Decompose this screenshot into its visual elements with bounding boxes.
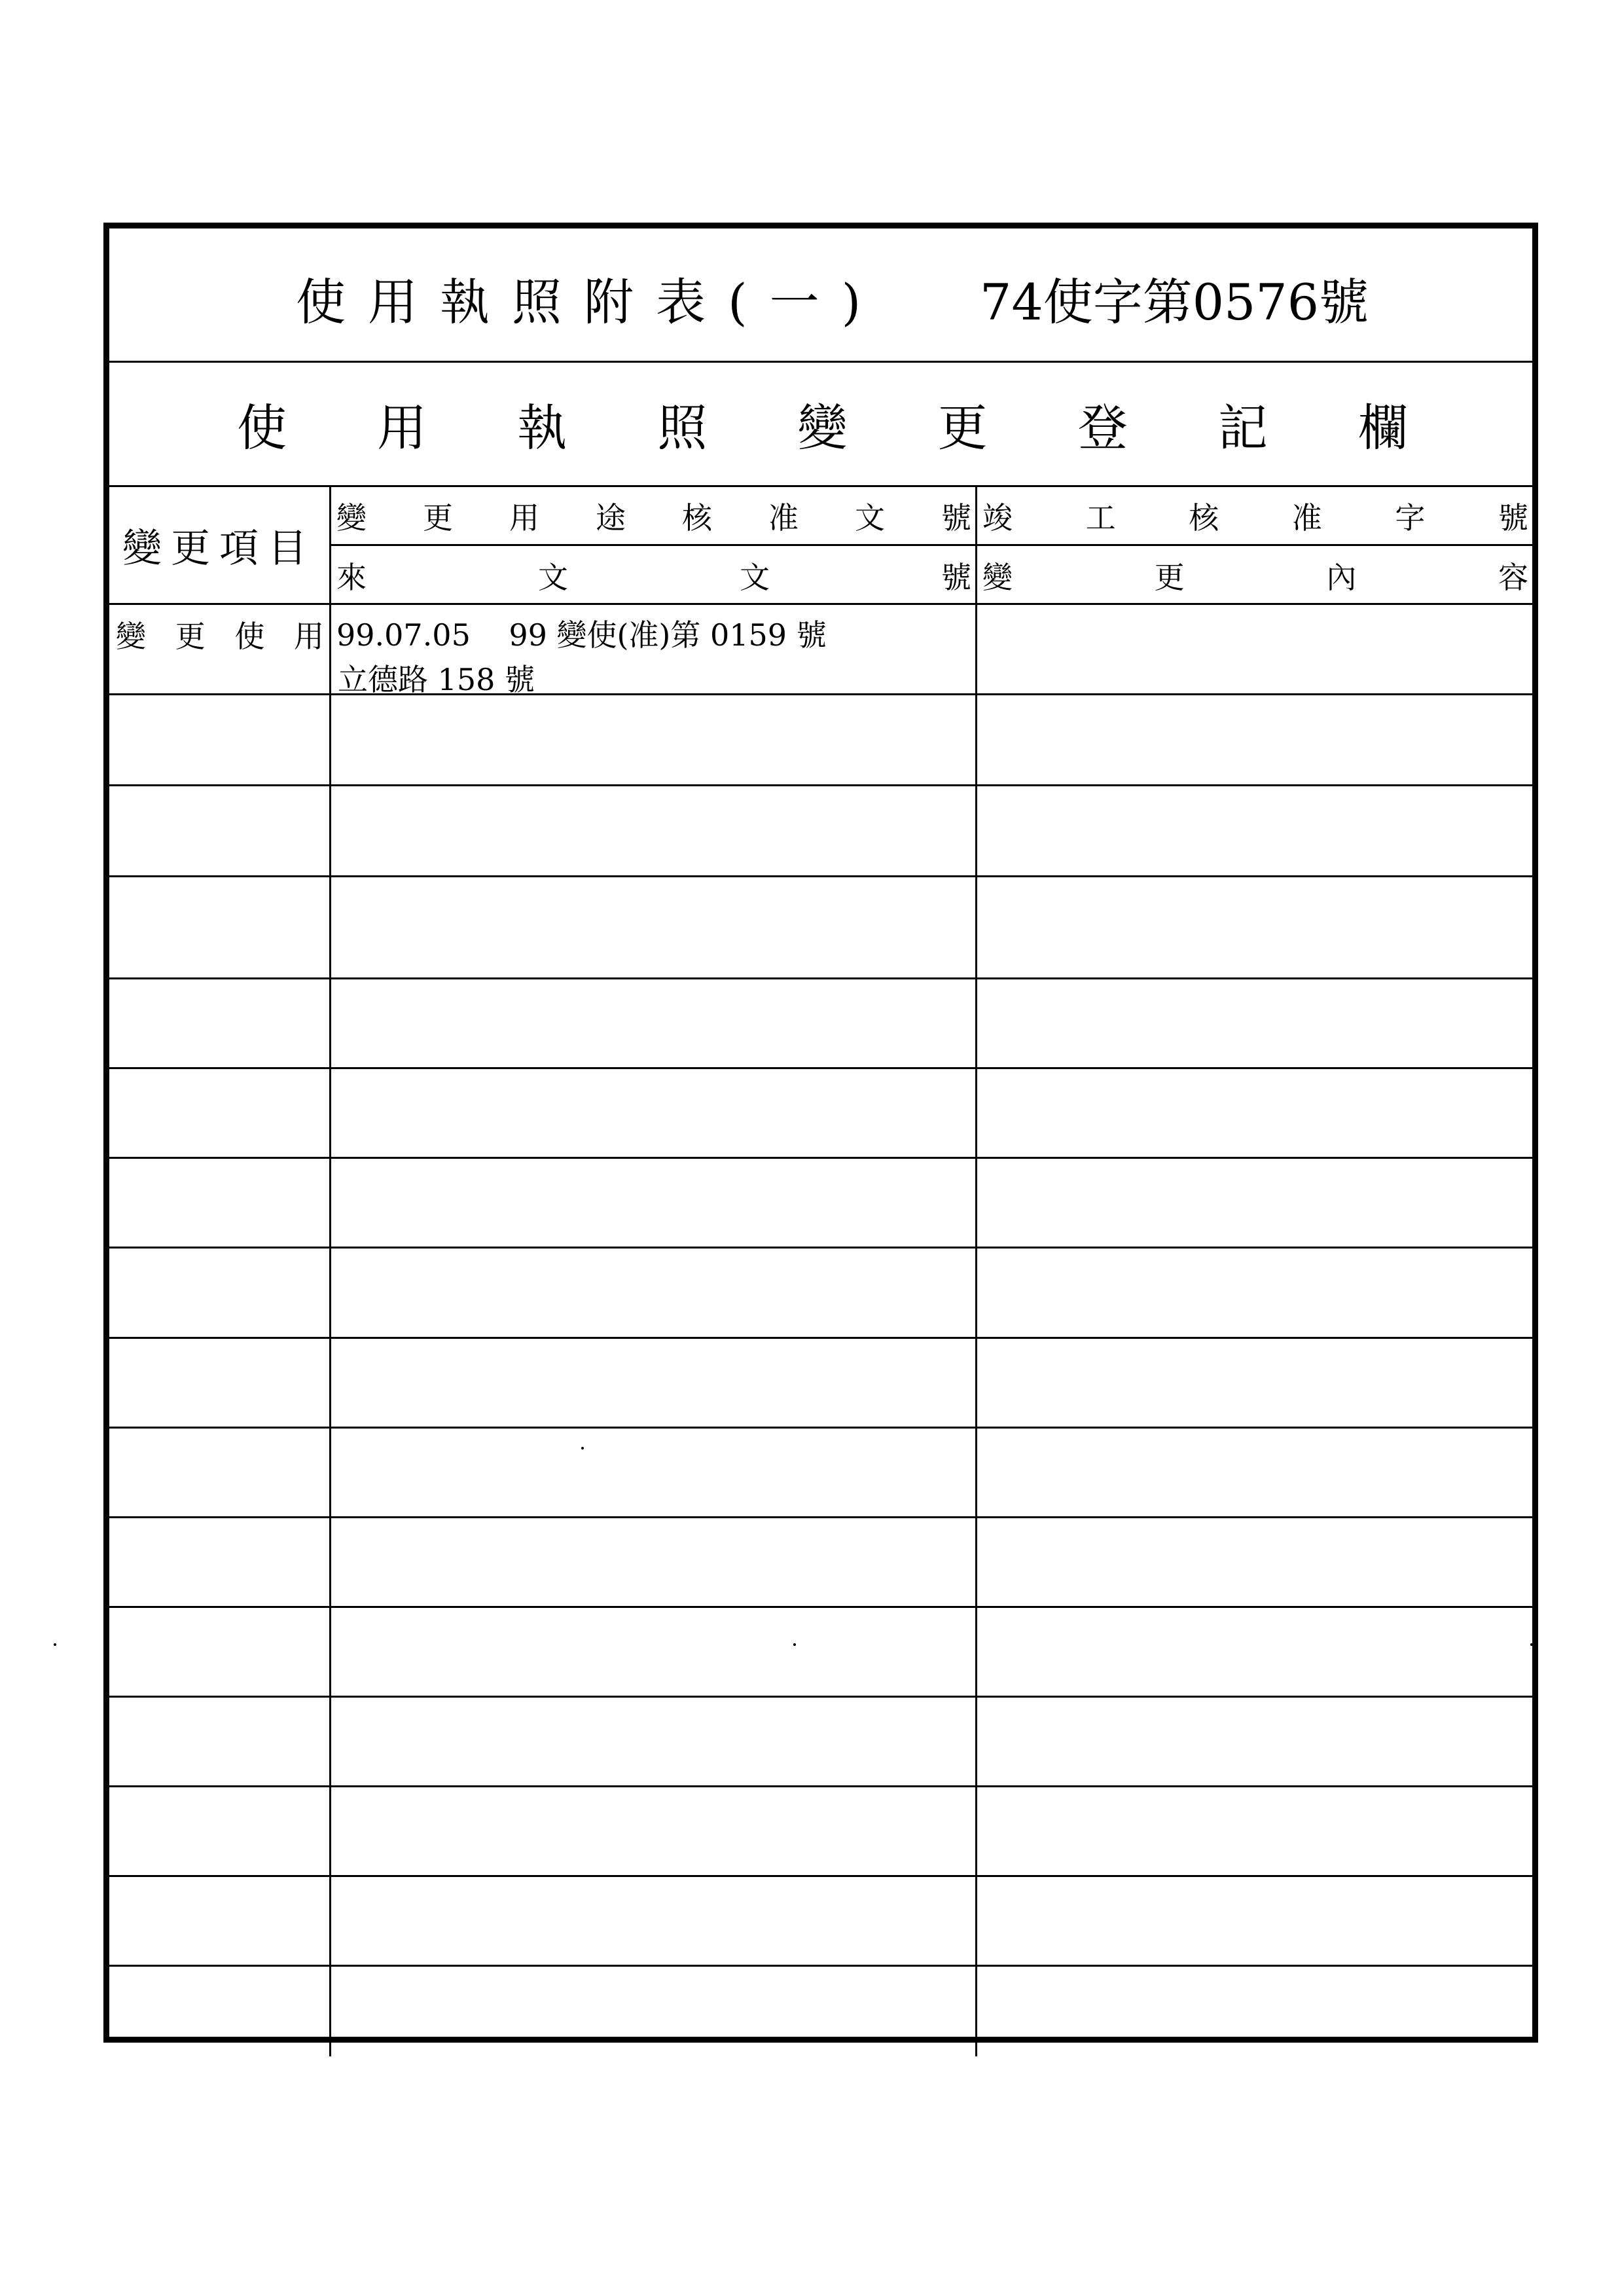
empty-cell — [977, 979, 1532, 1067]
header-approval-doc-no — [331, 487, 977, 546]
item-char: 更 — [175, 619, 206, 654]
table-header — [109, 487, 1532, 605]
item-char: 用 — [293, 619, 324, 654]
header-incoming-doc-no — [331, 546, 977, 605]
table-row — [109, 1967, 1532, 2056]
table-row — [109, 1159, 1532, 1248]
empty-cell — [331, 695, 977, 784]
empty-cell — [331, 1159, 977, 1247]
table-row — [109, 605, 1532, 695]
empty-cell — [977, 1787, 1532, 1875]
item-char: 使 — [234, 619, 265, 654]
header-char: 用 — [509, 500, 539, 536]
approval-doc-text: 99.07.05 99 變使(准)第 0159 號 — [336, 617, 827, 653]
empty-cell — [331, 1967, 977, 2056]
empty-cell — [109, 695, 331, 784]
empty-cell — [977, 1877, 1532, 1965]
empty-cell — [331, 979, 977, 1067]
header-char: 號 — [941, 500, 971, 536]
header-char: 號 — [1498, 500, 1528, 536]
table-row — [109, 877, 1532, 979]
license-number: 74使字第0576號 — [980, 273, 1369, 331]
item-char: 變 — [116, 619, 146, 654]
table-row — [109, 1339, 1532, 1429]
empty-cell — [331, 1518, 977, 1606]
subtitle-char: 更 — [937, 399, 988, 457]
empty-cell — [109, 1787, 331, 1875]
empty-cell — [109, 1429, 331, 1516]
empty-cell — [977, 1159, 1532, 1247]
address-text: 立德路 158 號 — [338, 662, 535, 697]
subtitle-char: 變 — [797, 399, 848, 457]
empty-cell — [331, 1698, 977, 1785]
subtitle-char: 欄 — [1358, 399, 1408, 457]
title-row — [109, 228, 1532, 363]
empty-cell — [331, 1429, 977, 1516]
header-char: 來 — [336, 560, 367, 595]
empty-cell — [331, 1248, 977, 1337]
doc-number-cell — [331, 605, 977, 697]
header-char: 文 — [740, 560, 770, 595]
scan-speck — [1530, 1643, 1533, 1646]
table-row — [109, 1429, 1532, 1518]
header-char: 准 — [1291, 500, 1322, 536]
header-char: 更 — [1154, 560, 1185, 595]
empty-cell — [977, 1608, 1532, 1696]
empty-cell — [977, 786, 1532, 875]
header-char: 容 — [1498, 560, 1528, 595]
subtitle-char: 用 — [377, 399, 427, 457]
table-row — [109, 1698, 1532, 1787]
empty-cell — [109, 1967, 331, 2056]
empty-cell — [109, 1877, 331, 1965]
table-row — [109, 1069, 1532, 1159]
table-row — [109, 1608, 1532, 1698]
header-change-content — [977, 546, 1532, 605]
empty-cell — [977, 1967, 1532, 2056]
header-char: 變 — [336, 500, 367, 536]
completion-cell — [977, 605, 1532, 693]
header-char: 字 — [1395, 500, 1426, 536]
subtitle-char: 記 — [1217, 399, 1268, 457]
header-char: 變 — [982, 560, 1013, 595]
empty-cell — [331, 1877, 977, 1965]
empty-cell — [109, 1248, 331, 1337]
empty-cell — [331, 786, 977, 875]
empty-cell — [331, 1069, 977, 1157]
table-row — [109, 1518, 1532, 1608]
table-row — [109, 695, 1532, 786]
empty-cell — [109, 1069, 331, 1157]
empty-cell — [331, 1787, 977, 1875]
header-char: 號 — [941, 560, 971, 595]
scan-speck — [793, 1643, 796, 1646]
empty-cell — [977, 1069, 1532, 1157]
table-row — [109, 1787, 1532, 1877]
subtitle-row — [109, 363, 1532, 487]
page-title: 使用執照附表(一) — [296, 273, 884, 331]
header-char: 更 — [423, 500, 453, 536]
header-char: 核 — [1189, 500, 1219, 536]
empty-cell — [977, 1248, 1532, 1337]
subtitle-char: 照 — [657, 399, 708, 457]
empty-cell — [109, 1159, 331, 1247]
license-table-frame — [103, 223, 1538, 2043]
table-body — [109, 605, 1532, 2037]
empty-cell — [109, 1608, 331, 1696]
empty-cell — [331, 877, 977, 977]
table-row — [109, 1877, 1532, 1967]
scan-speck — [581, 1447, 584, 1449]
empty-cell — [109, 1518, 331, 1606]
subtitle-char: 使 — [237, 399, 287, 457]
scan-speck — [54, 1643, 56, 1646]
empty-cell — [109, 786, 331, 875]
header-char: 文 — [538, 560, 568, 595]
empty-cell — [977, 1429, 1532, 1516]
change-item-cell — [109, 605, 331, 693]
header-char: 核 — [682, 500, 712, 536]
subtitle-char: 登 — [1077, 399, 1128, 457]
empty-cell — [977, 1698, 1532, 1785]
empty-cell — [109, 877, 331, 977]
header-char: 准 — [768, 500, 799, 536]
empty-cell — [331, 1608, 977, 1696]
table-row — [109, 1248, 1532, 1339]
header-char: 內 — [1326, 560, 1357, 595]
table-row — [109, 786, 1532, 877]
empty-cell — [109, 1339, 331, 1427]
empty-cell — [977, 1518, 1532, 1606]
header-char: 竣 — [982, 500, 1013, 536]
subtitle-char: 執 — [517, 399, 567, 457]
empty-cell — [977, 1339, 1532, 1427]
empty-cell — [109, 979, 331, 1067]
table-row — [109, 979, 1532, 1069]
header-char: 文 — [855, 500, 885, 536]
header-char: 途 — [596, 500, 626, 536]
empty-cell — [331, 1339, 977, 1427]
header-change-item: 變更項目 — [109, 487, 331, 603]
header-completion-no — [977, 487, 1532, 546]
empty-cell — [109, 1698, 331, 1785]
header-char: 工 — [1085, 500, 1116, 536]
empty-cell — [977, 877, 1532, 977]
empty-cell — [977, 695, 1532, 784]
